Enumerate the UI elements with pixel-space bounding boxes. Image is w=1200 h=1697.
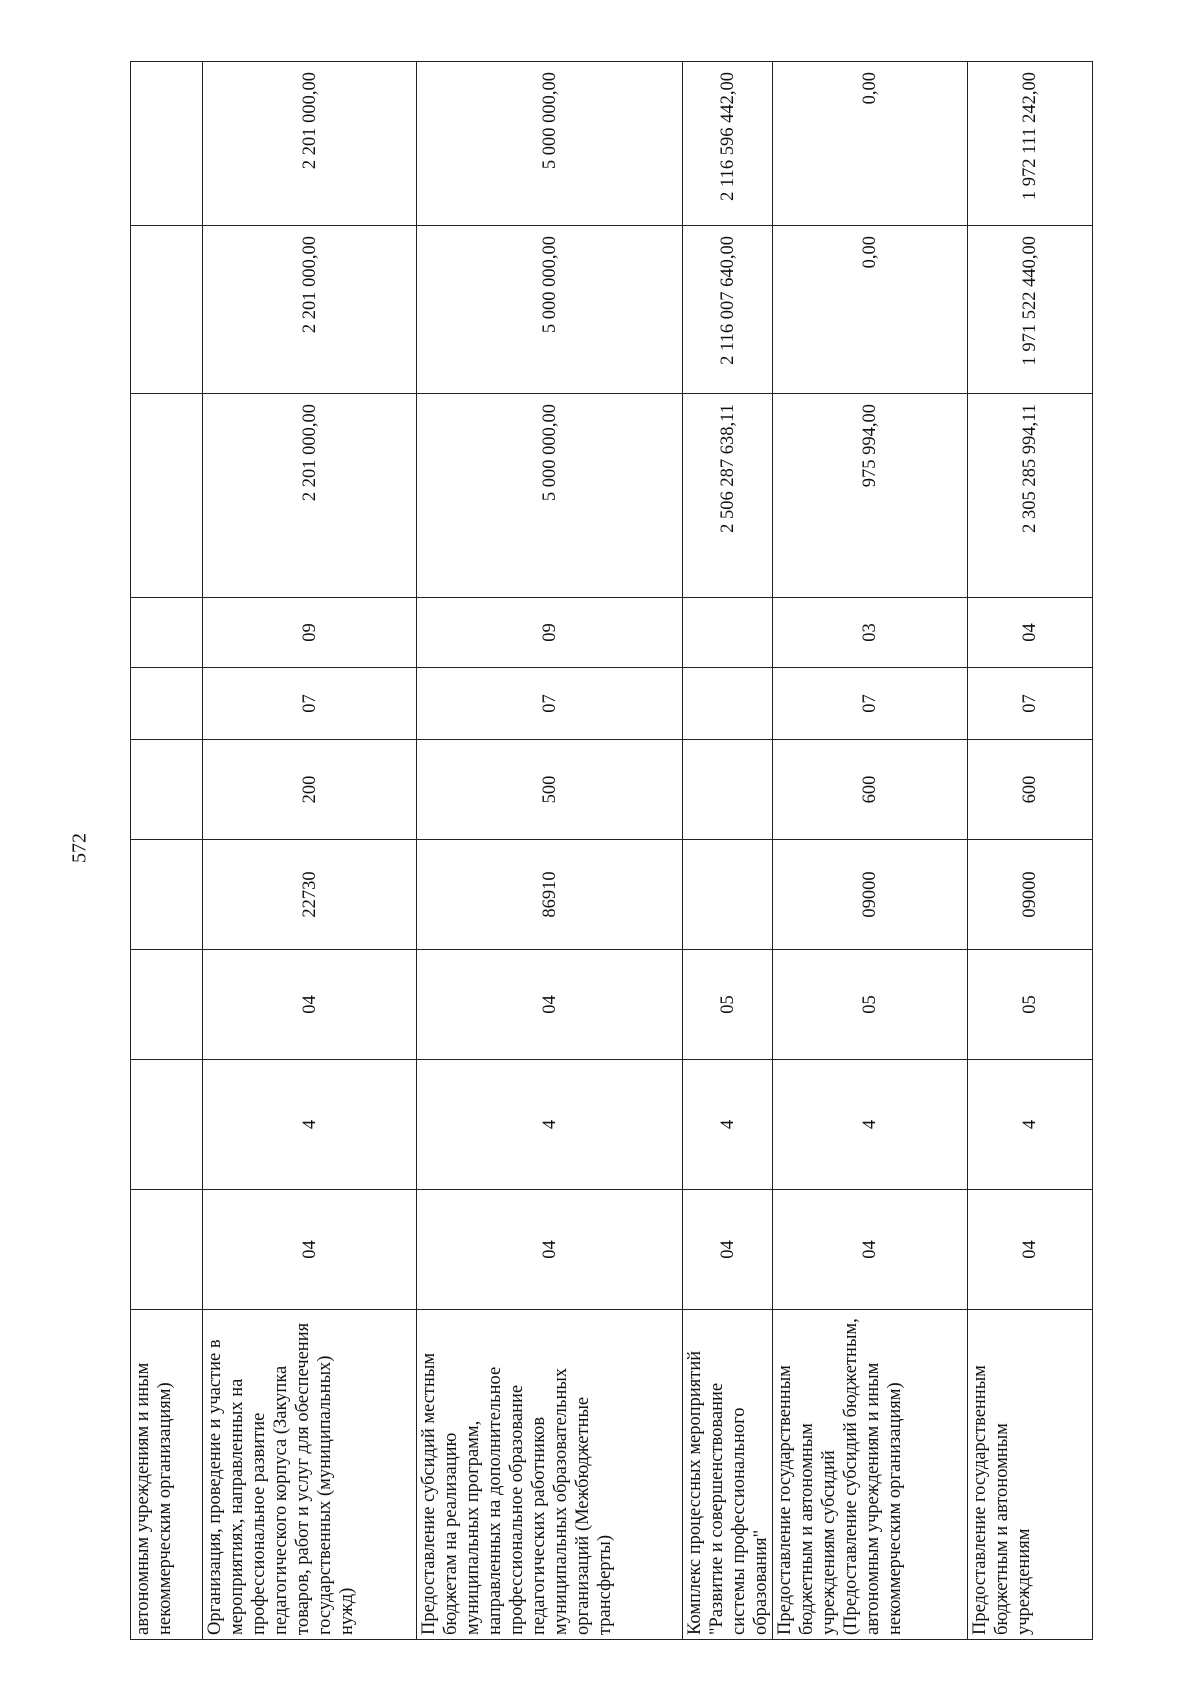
code-cell: 04: [968, 598, 1093, 668]
code-cell: 05: [968, 950, 1093, 1060]
row-description: Комплекс процессных мероприятий "Развитие и совершенствование системы профессионального образования": [683, 1310, 773, 1640]
code-cell: 05: [683, 950, 773, 1060]
amount-cell: 0,00: [773, 226, 968, 394]
code-cell: 05: [773, 950, 968, 1060]
amount-cell: 2 201 000,00: [203, 226, 417, 394]
amount-cell: [131, 226, 203, 394]
code-cell: [683, 740, 773, 840]
table-row: [683, 62, 773, 1640]
row-description: Предоставление государственным бюджетным и автономным учреждениям субсидий (Предоставление субсидий бюджетным, автономным учреждениям и иным некоммерческим организациям): [773, 1310, 968, 1640]
amount-cell: [131, 62, 203, 226]
amount-cell: 5 000 000,00: [417, 394, 683, 598]
code-cell: 500: [417, 740, 683, 840]
amount-cell: 2 506 287 638,11: [683, 394, 773, 598]
code-cell: 22730: [203, 840, 417, 950]
amount-cell: 5 000 000,00: [417, 62, 683, 226]
amount-cell: 2 116 007 640,00: [683, 226, 773, 394]
code-cell: [131, 1060, 203, 1190]
code-cell: [131, 1190, 203, 1310]
code-cell: 09: [203, 598, 417, 668]
code-cell: 04: [683, 1190, 773, 1310]
code-cell: 04: [203, 1190, 417, 1310]
code-cell: [131, 740, 203, 840]
amount-cell: 2 201 000,00: [203, 62, 417, 226]
code-cell: 4: [417, 1060, 683, 1190]
page-number: 572: [68, 833, 91, 863]
row-description: автономным учреждениям и иным некоммерческим организациям): [131, 1310, 203, 1640]
code-cell: 200: [203, 740, 417, 840]
table-row: [131, 62, 203, 1640]
table-row: [417, 62, 683, 1640]
row-description: Предоставление государственным бюджетным и автономным учреждениям: [968, 1310, 1093, 1640]
code-cell: 09000: [968, 840, 1093, 950]
code-cell: 4: [968, 1060, 1093, 1190]
code-cell: 04: [773, 1190, 968, 1310]
code-cell: 4: [203, 1060, 417, 1190]
code-cell: 04: [417, 950, 683, 1060]
amount-cell: 0,00: [773, 62, 968, 226]
code-cell: 04: [968, 1190, 1093, 1310]
code-cell: 07: [417, 668, 683, 740]
amount-cell: 1 971 522 440,00: [968, 226, 1093, 394]
row-description: Предоставление субсидий местным бюджетам на реализацию муниципальных программ, направленных на дополнительное профессиональное образование педагогических работников муниципальных образовательных организаций (Межбюджетные трансферты): [417, 1310, 683, 1640]
code-cell: 600: [773, 740, 968, 840]
amount-cell: [131, 394, 203, 598]
code-cell: 07: [203, 668, 417, 740]
amount-cell: 2 201 000,00: [203, 394, 417, 598]
code-cell: 09000: [773, 840, 968, 950]
code-cell: [131, 598, 203, 668]
code-cell: 600: [968, 740, 1093, 840]
table-row: [203, 62, 417, 1640]
code-cell: [131, 840, 203, 950]
code-cell: 4: [683, 1060, 773, 1190]
amount-cell: 2 305 285 994,11: [968, 394, 1093, 598]
amount-cell: 2 116 596 442,00: [683, 62, 773, 226]
code-cell: [683, 598, 773, 668]
table-row: [968, 62, 1093, 1640]
code-cell: 04: [203, 950, 417, 1060]
amount-cell: 1 972 111 242,00: [968, 62, 1093, 226]
code-cell: 03: [773, 598, 968, 668]
amount-cell: 975 994,00: [773, 394, 968, 598]
budget-table-container: [130, 62, 1092, 1640]
code-cell: 86910: [417, 840, 683, 950]
code-cell: 07: [968, 668, 1093, 740]
code-cell: 07: [773, 668, 968, 740]
amount-cell: 5 000 000,00: [417, 226, 683, 394]
row-description: Организация, проведение и участие в мероприятиях, направленных на профессиональное развитие педагогического корпуса (Закупка товаров, работ и услуг для обеспечения государственных (муниципальных) нужд): [203, 1310, 417, 1640]
budget-table: [130, 61, 1093, 1640]
code-cell: 09: [417, 598, 683, 668]
code-cell: [131, 950, 203, 1060]
code-cell: 4: [773, 1060, 968, 1190]
code-cell: 04: [417, 1190, 683, 1310]
code-cell: [131, 668, 203, 740]
code-cell: [683, 840, 773, 950]
table-row: [773, 62, 968, 1640]
code-cell: [683, 668, 773, 740]
